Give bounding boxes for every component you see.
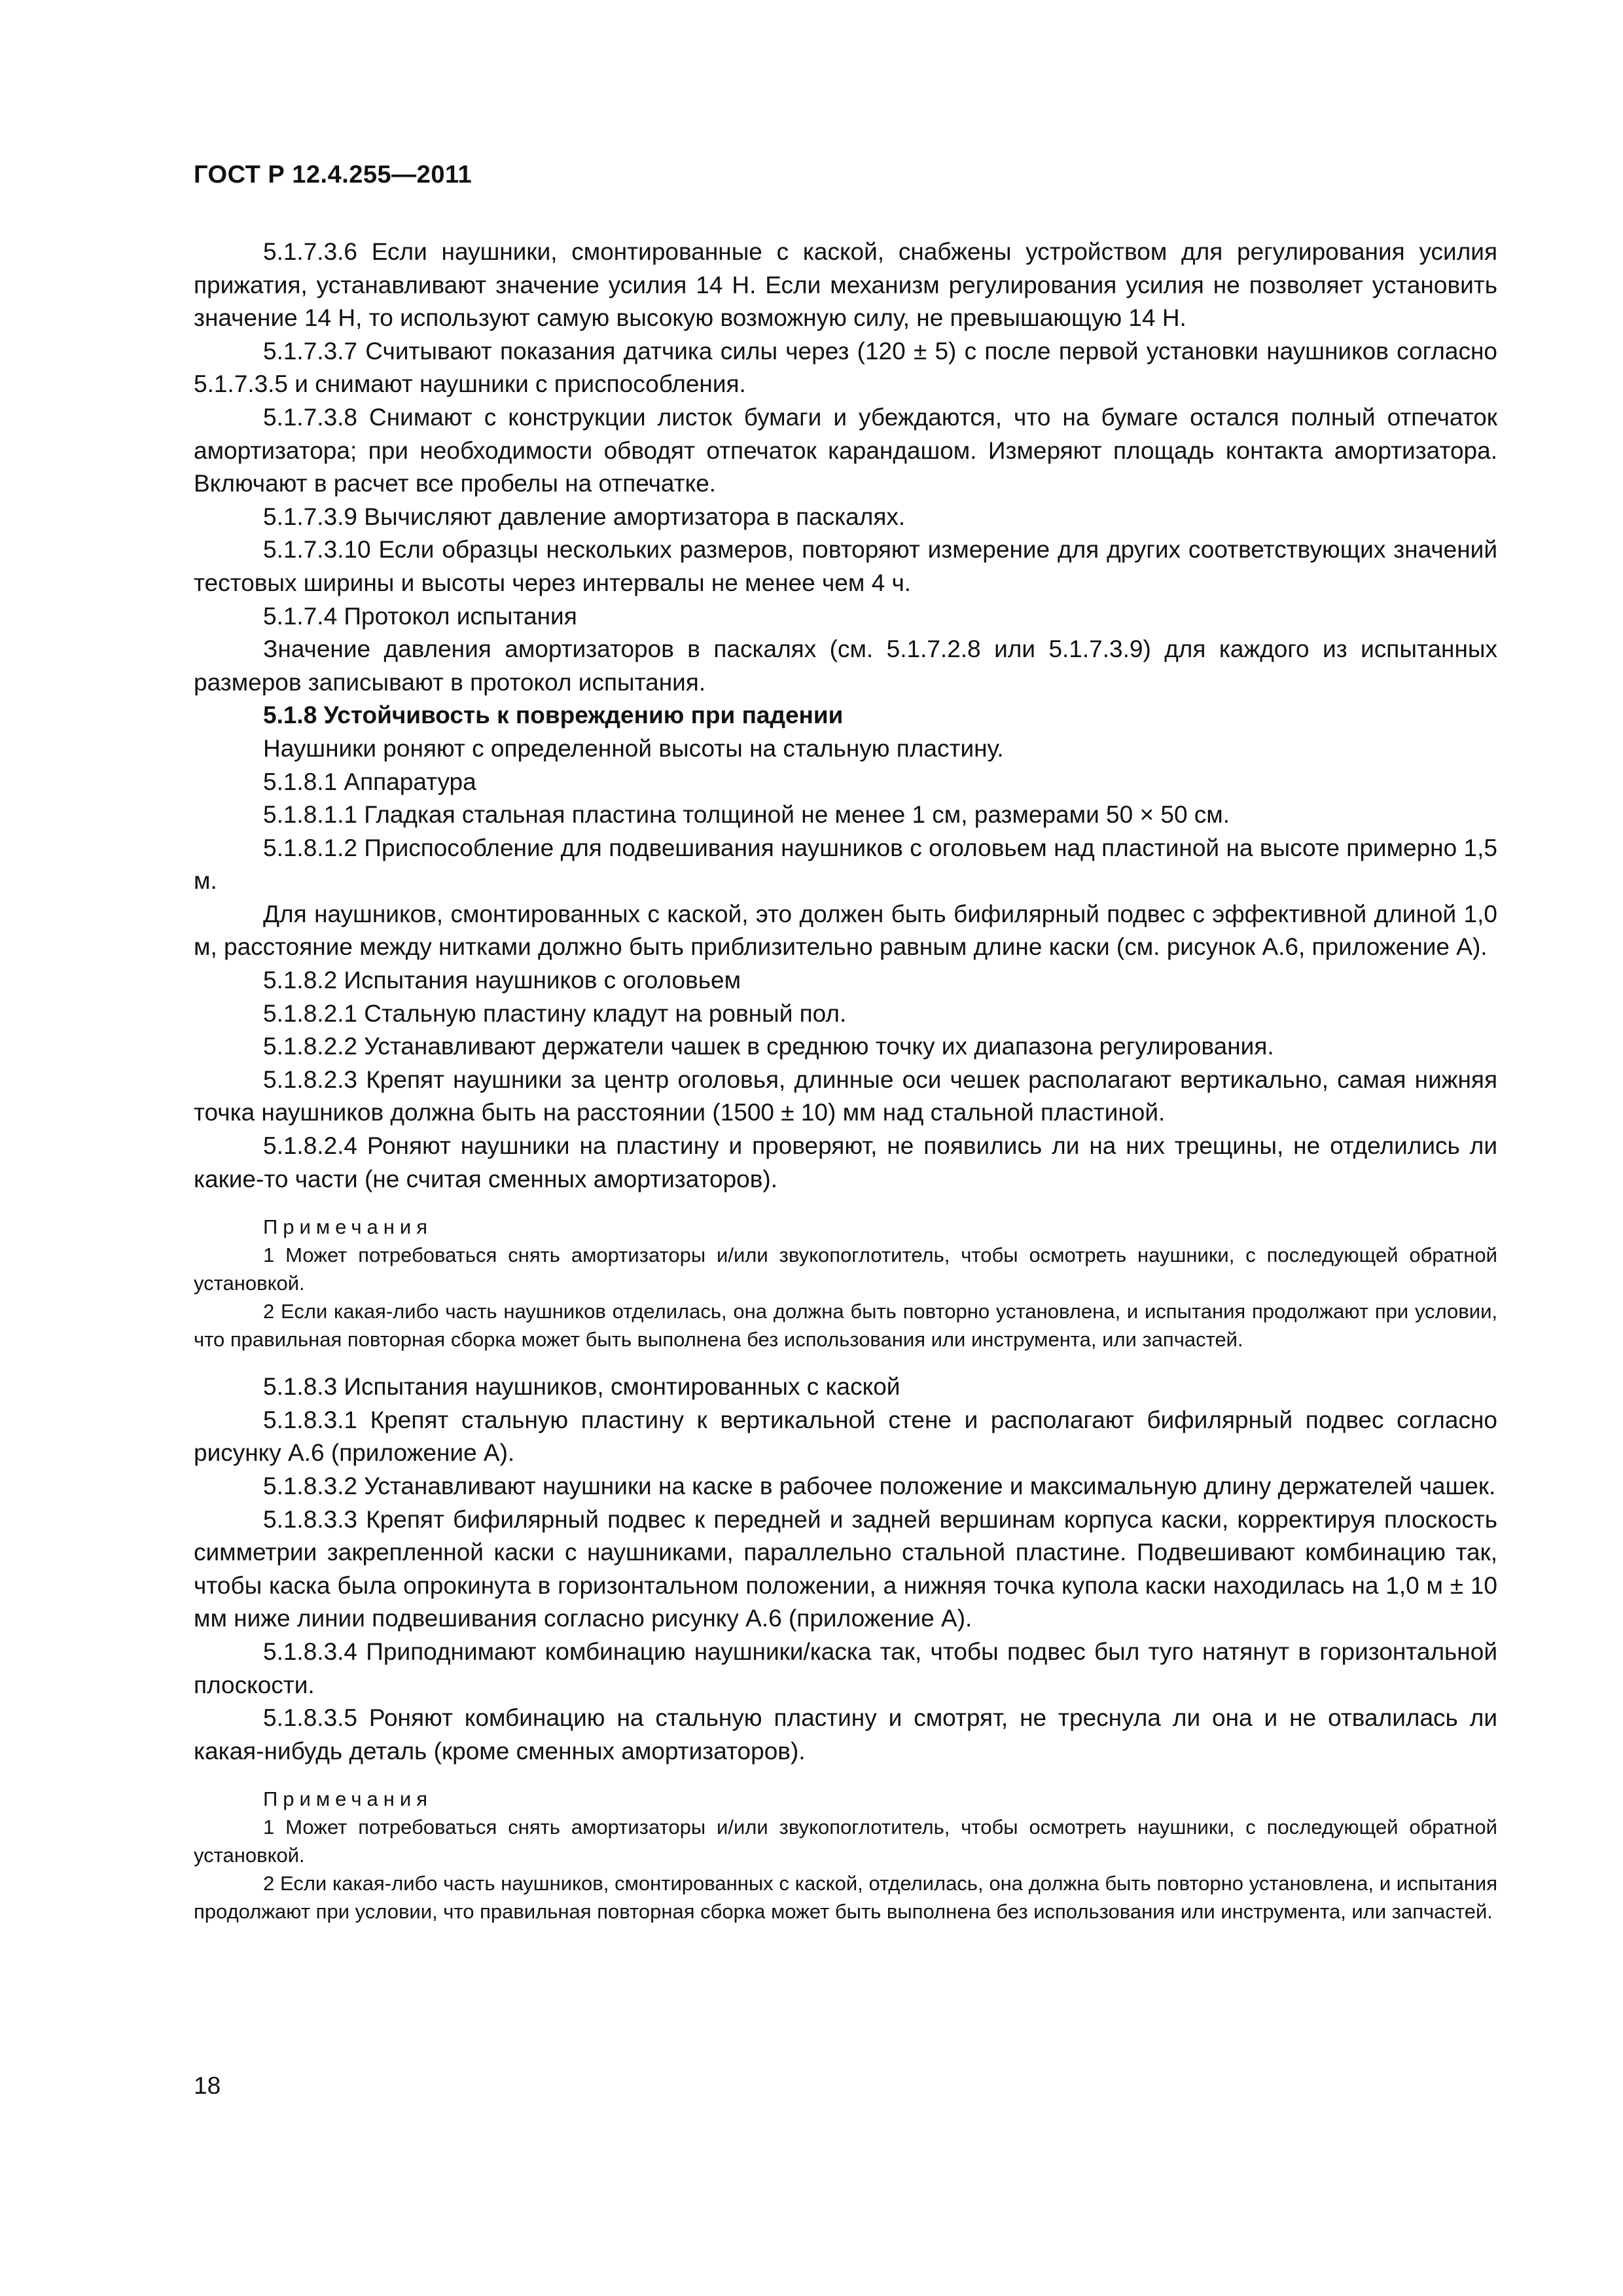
paragraph-5-1-8-2-2: 5.1.8.2.2 Устанавливают держатели чашек в среднюю точку их диапазона регулирования. <box>263 1033 1274 1060</box>
note-item: 2 Если какая-либо часть наушников отделилась, она должна быть повторно установлена, и испытания продолжают при условии, что правильная повторная сборка может быть выполнена без использования или инструмента, или запчастей. <box>194 1300 1497 1352</box>
paragraph-5-1-8-2-4: 5.1.8.2.4 Роняют наушники на пластину и проверяют, не появились ли на них трещины, не отделились ли какие-то части (не считая сменных амортизаторов). <box>194 1132 1497 1193</box>
notes-block-2 <box>194 1785 1497 1926</box>
paragraph-5-1-8-1-1: 5.1.8.1.1 Гладкая стальная пластина толщиной не менее 1 см, размерами 50 × 50 см. <box>263 801 1230 829</box>
paragraph-5-1-7-3-8: 5.1.7.3.8 Снимают с конструкции листок бумаги и убеждаются, что на бумаге остался полный отпечаток амортизатора; при необходимости обводят отпечаток карандашом. Измеряют площадь контакта амортизатора. Включают в расчет все пробелы на отпечатке. <box>194 403 1497 497</box>
paragraph-5-1-7-3-10: 5.1.7.3.10 Если образцы нескольких размеров, повторяют измерение для других соответствующих значений тестовых ширины и высоты через интервалы не менее чем 4 ч. <box>194 536 1497 596</box>
paragraph-5-1-8-3-5: 5.1.8.3.5 Роняют комбинацию на стальную пластину и смотрят, не треснула ли она и не отвалилась ли какая-нибудь деталь (кроме сменных амортизаторов). <box>194 1704 1497 1765</box>
paragraph-5-1-8-2: 5.1.8.2 Испытания наушников с оголовьем <box>263 967 741 994</box>
paragraph-protocol-text: Значение давления амортизаторов в паскалях (см. 5.1.7.2.8 или 5.1.7.3.9) для каждого из испытанных размеров записывают в протокол испытания. <box>194 636 1497 696</box>
paragraph-5-1-8-3-1: 5.1.8.3.1 Крепят стальную пластину к вертикальной стене и располагают бифилярный подвес согласно рисунку А.6 (приложение А). <box>194 1406 1497 1467</box>
paragraph-5-1-7-3-9: 5.1.7.3.9 Вычисляют давление амортизатора в паскалях. <box>263 503 906 530</box>
note-item: 1 Может потребоваться снять амортизаторы и/или звукопоглотитель, чтобы осмотреть наушники, с последующей обратной установкой. <box>194 1244 1497 1295</box>
paragraph-5-1-8-2-1: 5.1.8.2.1 Стальную пластину кладут на ровный пол. <box>263 999 847 1027</box>
notes-title: Примечания <box>263 1787 433 1811</box>
paragraph-bifilar-suspension: Для наушников, смонтированных с каской, это должен быть бифилярный подвес с эффективной длиной 1,0 м, расстояние между нитками должно быть приблизительно равным длине каски (см. рисунок А.6, приложение А). <box>194 900 1497 961</box>
notes-block-1 <box>194 1213 1497 1354</box>
paragraph-5-1-8-3-4: 5.1.8.3.4 Приподнимают комбинацию наушники/каска так, чтобы подвес был туго натянут в горизонтальной плоскости. <box>194 1638 1497 1698</box>
paragraph-5-1-8-2-3: 5.1.8.2.3 Крепят наушники за центр оголовья, длинные оси чешек располагают вертикально, самая нижняя точка наушников должна быть на расстоянии (1500 ± 10) мм над стальной пластиной. <box>194 1066 1497 1126</box>
paragraph-drop-intro: Наушники роняют с определенной высоты на стальную пластину. <box>263 734 1004 762</box>
paragraph-5-1-7-3-7: 5.1.7.3.7 Считывают показания датчика силы через (120 ± 5) с после первой установки наушников согласно 5.1.7.3.5 и снимают наушники с приспособления. <box>194 337 1497 398</box>
paragraph-5-1-8-3: 5.1.8.3 Испытания наушников, смонтированных с каской <box>263 1373 901 1401</box>
paragraph-5-1-8-3-2: 5.1.8.3.2 Устанавливают наушники на каске в рабочее положение и максимальную длину держателей чашек. <box>263 1473 1496 1499</box>
note-item: 1 Может потребоваться снять амортизаторы и/или звукопоглотитель, чтобы осмотреть наушники, с последующей обратной установкой. <box>194 1816 1497 1867</box>
paragraph-5-1-8-1-2: 5.1.8.1.2 Приспособление для подвешивания наушников с оголовьем над пластиной на высоте примерно 1,5 м. <box>194 834 1497 895</box>
paragraph-5-1-8-3-3: 5.1.8.3.3 Крепят бифилярный подвес к передней и задней вершинам корпуса каски, корректируя плоскость симметрии закрепленной каски с наушниками, параллельно стальной пластине. Подвешивают комбинацию так, чтобы каска была опрокинута в горизонтальном положении, а нижняя точка купола каски находилась на 1,0 м ± 10 мм ниже линии подвешивания согласно рисунку А.6 (приложение А). <box>194 1505 1497 1632</box>
page-number: 18 <box>194 2072 221 2099</box>
paragraph-5-1-8-1: 5.1.8.1 Аппаратура <box>263 768 476 795</box>
document-body <box>194 236 1497 1943</box>
paragraph-5-1-7-3-6: 5.1.7.3.6 Если наушники, смонтированные с каской, снабжены устройством для регулирования усилия прижатия, устанавливают значение усилия 14 Н. Если механизм регулирования усилия не позволяет установить значение 14 Н, то используют самую высокую возможную силу, не превышающую 14 Н. <box>194 238 1497 332</box>
document-header: ГОСТ Р 12.4.255—2011 <box>194 161 473 188</box>
section-heading-5-1-8: 5.1.8 Устойчивость к повреждению при падении <box>263 702 844 729</box>
paragraph-5-1-7-4: 5.1.7.4 Протокол испытания <box>263 602 577 630</box>
notes-title: Примечания <box>263 1215 433 1239</box>
note-item: 2 Если какая-либо часть наушников, смонтированных с каской, отделилась, она должна быть повторно установлена, и испытания продолжают при условии, что правильная повторная сборка может быть выполнена без использования или инструмента, или запчастей. <box>194 1872 1497 1924</box>
